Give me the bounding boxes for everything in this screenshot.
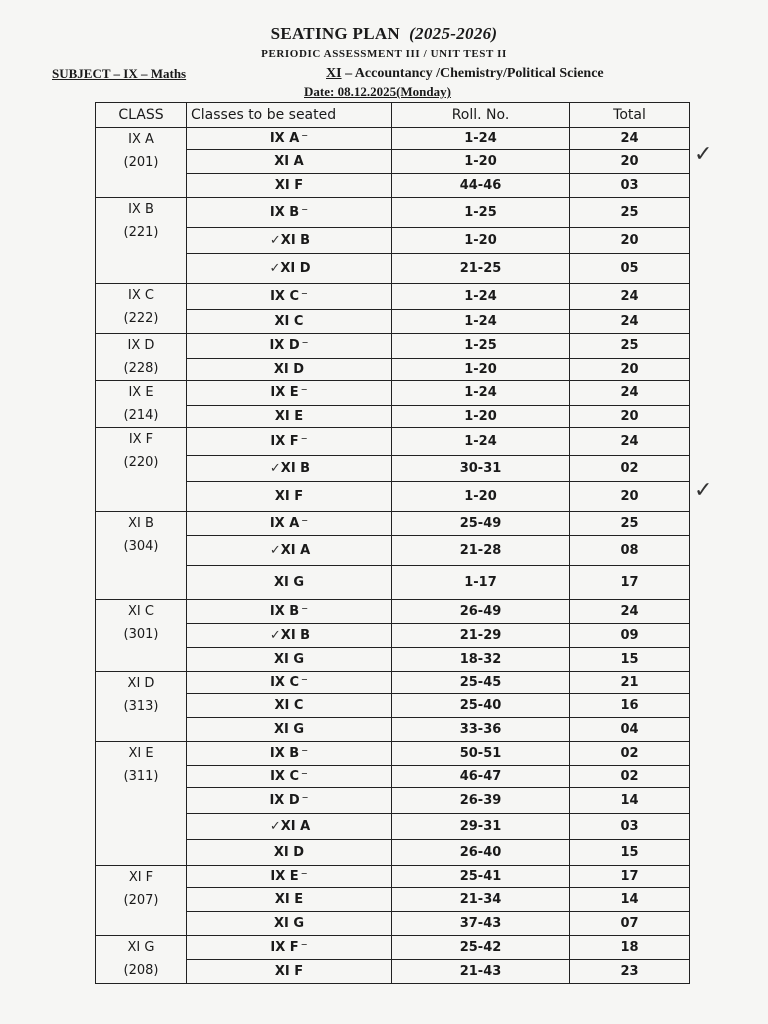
class-cell bbox=[96, 512, 187, 600]
total-cell: 17 bbox=[570, 566, 690, 600]
table-row bbox=[96, 334, 690, 359]
seating-table-body bbox=[96, 128, 690, 984]
class-name: IX E bbox=[128, 385, 154, 400]
seated-class-cell bbox=[187, 482, 392, 512]
total-cell: 24 bbox=[570, 381, 690, 406]
seated-class-cell bbox=[187, 254, 392, 284]
seated-class-cell bbox=[187, 512, 392, 536]
seated-class-label: XI G bbox=[273, 575, 305, 590]
roll-no-cell: 1-20 bbox=[392, 358, 570, 380]
seated-class-cell bbox=[187, 788, 392, 814]
seated-class-cell bbox=[187, 694, 392, 718]
seated-class-label: IX C bbox=[270, 675, 300, 690]
total-cell: 20 bbox=[570, 228, 690, 254]
class-cell bbox=[96, 672, 187, 742]
class-name: XI B bbox=[128, 516, 154, 531]
total-cell: 16 bbox=[570, 694, 690, 718]
roll-no-cell: 1-20 bbox=[392, 482, 570, 512]
tick-mark-icon: ⁻ bbox=[301, 769, 308, 784]
table-row bbox=[96, 284, 690, 310]
tick-mark-icon: ⁻ bbox=[301, 205, 309, 220]
seated-class-cell bbox=[187, 174, 392, 198]
roll-no-cell: 21-28 bbox=[392, 536, 570, 566]
roll-no-cell: 26-39 bbox=[392, 788, 570, 814]
class-room: (304) bbox=[123, 539, 159, 554]
total-cell: 03 bbox=[570, 814, 690, 840]
seated-class-cell bbox=[187, 428, 392, 456]
class-room: (208) bbox=[123, 963, 159, 978]
subject-right-label: XI bbox=[326, 66, 342, 81]
seated-class-cell bbox=[187, 334, 392, 359]
tick-mark-icon: ✓ bbox=[269, 819, 281, 834]
total-cell: 03 bbox=[570, 174, 690, 198]
seated-class-cell bbox=[187, 960, 392, 984]
tick-mark-icon: ⁻ bbox=[300, 940, 308, 955]
seated-class-label: XI B bbox=[280, 233, 311, 248]
class-cell bbox=[96, 381, 187, 428]
table-row bbox=[96, 866, 690, 888]
class-cell bbox=[96, 742, 187, 866]
class-cell bbox=[96, 936, 187, 984]
seated-class-cell bbox=[187, 866, 392, 888]
class-room: (214) bbox=[123, 408, 159, 423]
tick-mark-icon: ✓ bbox=[269, 261, 281, 276]
class-name: XI E bbox=[128, 746, 154, 761]
tick-mark-icon: ⁻ bbox=[301, 289, 308, 304]
roll-no-cell: 21-43 bbox=[392, 960, 570, 984]
table-row bbox=[96, 198, 690, 228]
seated-class-cell bbox=[187, 358, 392, 380]
tick-mark-icon: ✓ bbox=[269, 233, 281, 248]
total-cell: 21 bbox=[570, 672, 690, 694]
seated-class-label: XI A bbox=[280, 543, 311, 558]
roll-no-cell: 26-40 bbox=[392, 840, 570, 866]
class-room: (201) bbox=[123, 155, 159, 170]
class-name: XI C bbox=[128, 604, 154, 619]
class-name: IX B bbox=[128, 202, 154, 217]
roll-no-cell: 30-31 bbox=[392, 456, 570, 482]
roll-no-cell: 25-45 bbox=[392, 672, 570, 694]
seated-class-label: IX C bbox=[270, 289, 300, 304]
seated-class-label: XI A bbox=[274, 154, 304, 169]
total-cell: 15 bbox=[570, 840, 690, 866]
seated-class-label: XI B bbox=[280, 461, 311, 476]
seated-class-cell bbox=[187, 228, 392, 254]
tick-mark-icon: ⁻ bbox=[301, 131, 309, 146]
seated-class-label: XI D bbox=[280, 261, 311, 276]
total-cell: 24 bbox=[570, 600, 690, 624]
class-name: XI D bbox=[127, 676, 155, 691]
class-cell bbox=[96, 428, 187, 512]
total-cell: 04 bbox=[570, 718, 690, 742]
roll-no-cell: 25-49 bbox=[392, 512, 570, 536]
class-name: IX A bbox=[128, 132, 154, 147]
total-cell: 14 bbox=[570, 888, 690, 912]
seated-class-cell bbox=[187, 840, 392, 866]
class-room: (221) bbox=[123, 225, 159, 240]
seated-class-label: IX C bbox=[270, 769, 300, 784]
total-cell: 20 bbox=[570, 358, 690, 380]
total-cell: 25 bbox=[570, 334, 690, 359]
subject-right-rest: – Accountancy /Chemistry/Political Science bbox=[341, 66, 604, 81]
roll-no-cell: 1-24 bbox=[392, 428, 570, 456]
roll-no-cell: 1-20 bbox=[392, 150, 570, 174]
total-cell: 23 bbox=[570, 960, 690, 984]
seated-class-cell bbox=[187, 718, 392, 742]
roll-no-cell: 1-24 bbox=[392, 128, 570, 150]
page-title bbox=[0, 24, 768, 44]
seated-class-label: IX F bbox=[270, 940, 299, 955]
roll-no-cell: 44-46 bbox=[392, 174, 570, 198]
tick-mark-icon: ⁻ bbox=[301, 793, 309, 808]
total-cell: 09 bbox=[570, 624, 690, 648]
seated-class-cell bbox=[187, 814, 392, 840]
total-cell: 24 bbox=[570, 284, 690, 310]
total-cell: 15 bbox=[570, 648, 690, 672]
table-row bbox=[96, 512, 690, 536]
class-room: (222) bbox=[123, 311, 159, 326]
seated-class-label: IX F bbox=[270, 434, 299, 449]
seated-class-cell bbox=[187, 536, 392, 566]
total-cell: 24 bbox=[570, 310, 690, 334]
total-cell: 08 bbox=[570, 536, 690, 566]
total-cell: 05 bbox=[570, 254, 690, 284]
seated-class-label: XI B bbox=[280, 628, 311, 643]
subject-left-text: SUBJECT – IX – Maths bbox=[52, 66, 187, 81]
tick-mark-icon: ⁻ bbox=[301, 746, 309, 761]
seated-class-cell bbox=[187, 150, 392, 174]
seated-class-cell bbox=[187, 600, 392, 624]
class-name: XI F bbox=[128, 870, 154, 885]
total-cell: 24 bbox=[570, 428, 690, 456]
total-cell: 14 bbox=[570, 788, 690, 814]
class-name: IX C bbox=[128, 288, 154, 303]
header-total: Total bbox=[570, 103, 690, 128]
total-cell: 07 bbox=[570, 912, 690, 936]
tick-mark-icon: ✓ bbox=[269, 461, 281, 476]
total-cell: 25 bbox=[570, 512, 690, 536]
table-row bbox=[96, 742, 690, 766]
seated-class-cell bbox=[187, 648, 392, 672]
class-room: (220) bbox=[123, 455, 159, 470]
class-room: (228) bbox=[123, 361, 159, 376]
seated-class-label: XI F bbox=[274, 964, 304, 979]
seated-class-label: IX D bbox=[269, 793, 300, 808]
seated-class-cell bbox=[187, 624, 392, 648]
header-roll-no: Roll. No. bbox=[392, 103, 570, 128]
roll-no-cell: 25-41 bbox=[392, 866, 570, 888]
seated-class-label: XI D bbox=[273, 845, 305, 860]
roll-no-cell: 1-25 bbox=[392, 334, 570, 359]
exam-date: Date: 08.12.2025(Monday) bbox=[304, 84, 451, 99]
tick-mark-icon: ⁻ bbox=[301, 516, 309, 531]
seated-class-cell bbox=[187, 742, 392, 766]
tick-mark-icon: ⁻ bbox=[300, 869, 308, 884]
tick-mark-icon: ⁻ bbox=[301, 604, 309, 619]
seated-class-cell bbox=[187, 672, 392, 694]
roll-no-cell: 26-49 bbox=[392, 600, 570, 624]
seated-class-label: XI C bbox=[274, 698, 304, 713]
table-row bbox=[96, 381, 690, 406]
seated-class-cell bbox=[187, 566, 392, 600]
roll-no-cell: 33-36 bbox=[392, 718, 570, 742]
seated-class-cell bbox=[187, 381, 392, 406]
title-main: SEATING PLAN bbox=[270, 24, 400, 43]
table-row bbox=[96, 672, 690, 694]
class-room: (301) bbox=[123, 627, 159, 642]
tick-mark-icon: ⁻ bbox=[300, 434, 308, 449]
seated-class-label: XI F bbox=[274, 178, 304, 193]
total-cell: 25 bbox=[570, 198, 690, 228]
seated-class-label: XI G bbox=[273, 916, 305, 931]
roll-no-cell: 1-24 bbox=[392, 284, 570, 310]
total-cell: 17 bbox=[570, 866, 690, 888]
seated-class-label: IX B bbox=[269, 604, 300, 619]
tick-mark-icon: ⁻ bbox=[301, 338, 309, 354]
tick-mark-icon: ✓ bbox=[269, 543, 281, 558]
tick-mark-icon: ⁻ bbox=[300, 385, 308, 401]
class-name: IX F bbox=[128, 432, 154, 447]
seated-class-label: XI G bbox=[273, 722, 305, 737]
table-row bbox=[96, 600, 690, 624]
subject-left bbox=[52, 66, 186, 82]
seated-class-cell bbox=[187, 766, 392, 788]
seated-class-cell bbox=[187, 912, 392, 936]
seated-class-label: XI F bbox=[274, 489, 304, 504]
seated-class-label: XI E bbox=[274, 408, 304, 424]
seated-class-label: XI C bbox=[274, 314, 304, 329]
seating-table bbox=[95, 102, 690, 984]
class-cell bbox=[96, 198, 187, 284]
roll-no-cell: 37-43 bbox=[392, 912, 570, 936]
class-cell bbox=[96, 284, 187, 334]
seated-class-cell bbox=[187, 310, 392, 334]
class-cell bbox=[96, 334, 187, 381]
class-name: IX D bbox=[127, 338, 155, 353]
assessment-subtitle: PERIODIC ASSESSMENT III / UNIT TEST II bbox=[261, 48, 507, 60]
roll-no-cell: 1-24 bbox=[392, 310, 570, 334]
class-cell bbox=[96, 128, 187, 198]
header-class: CLASS bbox=[96, 103, 187, 128]
class-room: (313) bbox=[123, 699, 159, 714]
seated-class-label: IX A bbox=[269, 131, 300, 146]
total-cell: 20 bbox=[570, 482, 690, 512]
roll-no-cell: 18-32 bbox=[392, 648, 570, 672]
seated-class-cell bbox=[187, 456, 392, 482]
seated-class-cell bbox=[187, 198, 392, 228]
tick-mark-icon: ⁻ bbox=[301, 675, 308, 690]
seated-class-label: IX E bbox=[270, 869, 299, 884]
roll-no-cell: 1-20 bbox=[392, 228, 570, 254]
seated-class-label: XI A bbox=[280, 819, 311, 834]
header-classes-seated: Classes to be seated bbox=[187, 103, 392, 128]
seated-class-label: XI E bbox=[274, 892, 304, 907]
table-row bbox=[96, 428, 690, 456]
roll-no-cell: 50-51 bbox=[392, 742, 570, 766]
subject-right bbox=[326, 66, 604, 82]
seated-class-label: IX E bbox=[270, 385, 299, 401]
seated-class-label: IX B bbox=[269, 205, 300, 220]
seated-class-cell bbox=[187, 284, 392, 310]
roll-no-cell: 1-24 bbox=[392, 381, 570, 406]
table-row bbox=[96, 936, 690, 960]
class-room: (207) bbox=[123, 893, 159, 908]
roll-no-cell: 1-25 bbox=[392, 198, 570, 228]
seated-class-label: XI G bbox=[273, 652, 305, 667]
roll-no-cell: 29-31 bbox=[392, 814, 570, 840]
class-cell bbox=[96, 866, 187, 936]
title-years: (2025-2026) bbox=[409, 24, 498, 43]
total-cell: 02 bbox=[570, 766, 690, 788]
total-cell: 02 bbox=[570, 742, 690, 766]
seated-class-label: XI D bbox=[273, 361, 305, 377]
table-row bbox=[96, 128, 690, 150]
table-header-row bbox=[96, 103, 690, 128]
roll-no-cell: 21-29 bbox=[392, 624, 570, 648]
roll-no-cell: 1-17 bbox=[392, 566, 570, 600]
total-cell: 02 bbox=[570, 456, 690, 482]
seated-class-cell bbox=[187, 128, 392, 150]
roll-no-cell: 21-34 bbox=[392, 888, 570, 912]
seated-class-cell bbox=[187, 936, 392, 960]
total-cell: 20 bbox=[570, 405, 690, 427]
class-cell bbox=[96, 600, 187, 672]
roll-no-cell: 25-42 bbox=[392, 936, 570, 960]
class-room: (311) bbox=[123, 769, 159, 784]
roll-no-cell: 21-25 bbox=[392, 254, 570, 284]
margin-tick-icon: ✓ bbox=[694, 478, 713, 503]
total-cell: 24 bbox=[570, 128, 690, 150]
margin-tick-icon: ✓ bbox=[694, 142, 713, 167]
seated-class-cell bbox=[187, 405, 392, 427]
seated-class-label: IX A bbox=[269, 516, 300, 531]
seated-class-label: IX B bbox=[269, 746, 300, 761]
seated-class-label: IX D bbox=[269, 338, 300, 354]
class-name: XI G bbox=[127, 940, 155, 955]
roll-no-cell: 1-20 bbox=[392, 405, 570, 427]
total-cell: 18 bbox=[570, 936, 690, 960]
seated-class-cell bbox=[187, 888, 392, 912]
tick-mark-icon: ✓ bbox=[269, 628, 281, 643]
roll-no-cell: 46-47 bbox=[392, 766, 570, 788]
total-cell: 20 bbox=[570, 150, 690, 174]
roll-no-cell: 25-40 bbox=[392, 694, 570, 718]
